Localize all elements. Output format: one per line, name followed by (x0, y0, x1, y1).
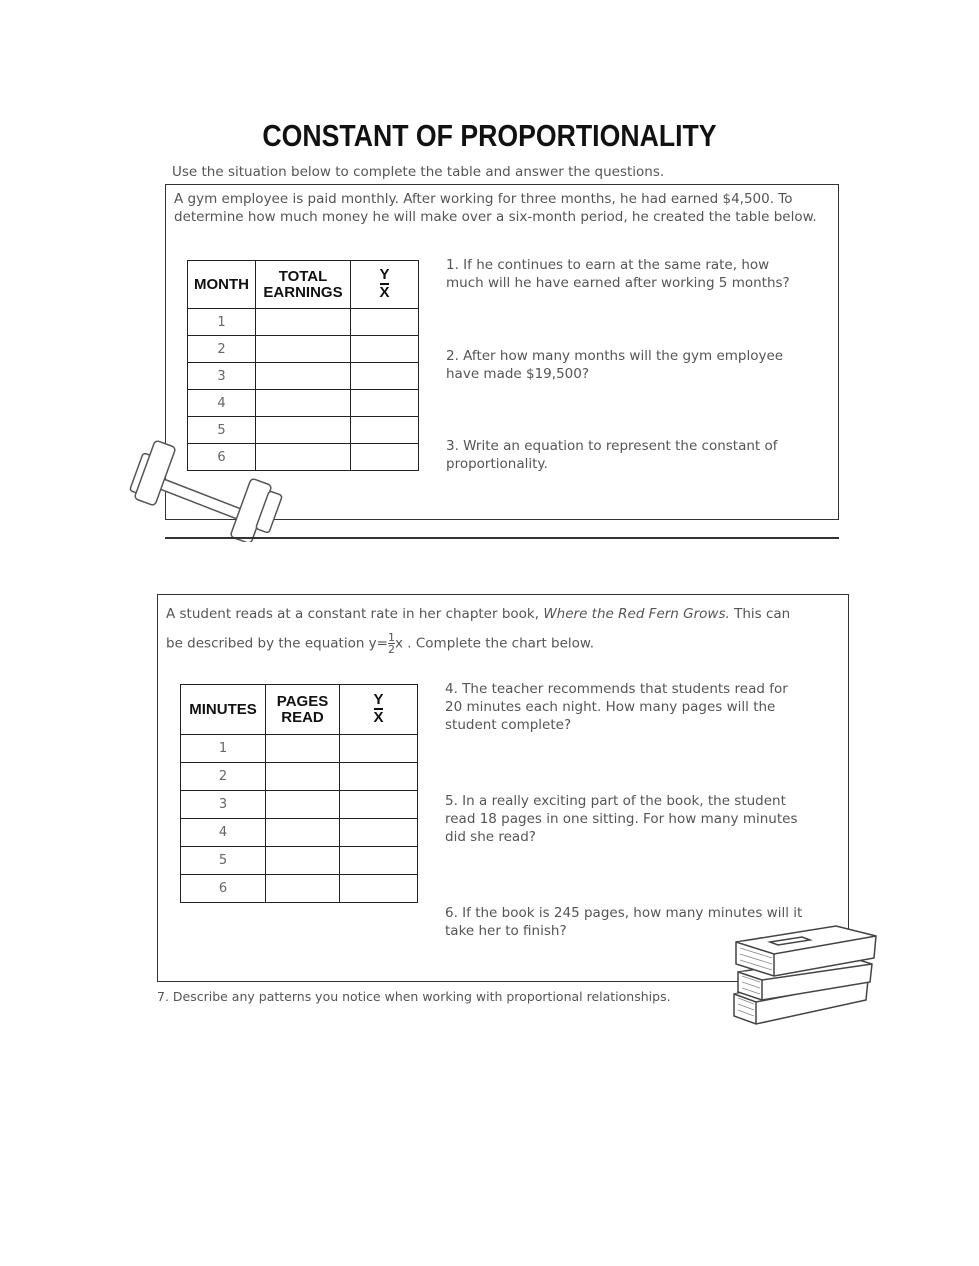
ratio-cell[interactable] (351, 336, 419, 363)
question-1: 1. If he continues to earn at the same rate, how much will he have earned after working 5 months? (446, 257, 790, 291)
answer-cell[interactable] (266, 875, 340, 903)
dumbbell-icon (126, 432, 286, 542)
ratio-cell[interactable] (340, 735, 418, 763)
table-row (181, 819, 418, 847)
table-row (181, 763, 418, 791)
answer-cell[interactable] (256, 363, 351, 390)
row-index-cell: 6 (188, 444, 256, 471)
answer-cell[interactable] (256, 336, 351, 363)
row-index-cell: 6 (181, 875, 266, 903)
row-index-cell: 5 (188, 417, 256, 444)
row-index-cell: 2 (181, 763, 266, 791)
pages-table (180, 684, 418, 903)
ratio-cell[interactable] (340, 875, 418, 903)
total-earnings-header: TOTAL EARNINGS (256, 261, 351, 309)
table-row (188, 390, 419, 417)
answer-cell[interactable] (266, 819, 340, 847)
month-header: MONTH (188, 261, 256, 309)
ratio-cell[interactable] (340, 847, 418, 875)
row-index-cell: 3 (188, 363, 256, 390)
instructions: Use the situation below to complete the table and answer the questions. (172, 164, 665, 180)
question-7: 7. Describe any patterns you notice when working with proportional relationships. (157, 989, 671, 1004)
ratio-cell[interactable] (351, 363, 419, 390)
table-row (181, 735, 418, 763)
question-4: 4. The teacher recommends that students read for 20 minutes each night. How many pages will the student complete? (445, 681, 788, 733)
table-row (181, 791, 418, 819)
ratio-cell[interactable] (351, 390, 419, 417)
ratio-cell[interactable] (340, 763, 418, 791)
equation-fraction: $\frac{1}{2}$ (388, 631, 395, 656)
table-row (188, 309, 419, 336)
page-title: CONSTANT OF PROPORTIONALITY (262, 118, 717, 153)
problem2-intro-line1: A student reads at a constant rate in her chapter book, Where the Red Fern Grows. This can (166, 606, 791, 622)
question-5: 5. In a really exciting part of the book, the student read 18 pages in one sitting. For how many minutes did she read? (445, 793, 798, 845)
pages-table-body (181, 735, 418, 903)
problem1-intro (174, 190, 817, 226)
row-index-cell: 1 (181, 735, 266, 763)
ratio-cell[interactable] (351, 417, 419, 444)
minutes-header: MINUTES (181, 685, 266, 735)
ratio-cell[interactable] (351, 309, 419, 336)
row-index-cell: 1 (188, 309, 256, 336)
question-6: 6. If the book is 245 pages, how many minutes will it take her to finish? (445, 905, 803, 939)
problem2-equation-line: be described by the equation $y=\frac{1}{2}x$ . Complete the chart below. (166, 631, 595, 656)
answer-cell[interactable] (266, 791, 340, 819)
y-over-x-header-2: $\frac{Y}{X}$ (340, 685, 418, 735)
answer-cell[interactable] (256, 390, 351, 417)
y-over-x-header: $\frac{Y}{X}$ (351, 261, 419, 309)
row-index-cell: 2 (188, 336, 256, 363)
row-index-cell: 4 (181, 819, 266, 847)
table-row (181, 847, 418, 875)
table-row (181, 875, 418, 903)
book-title: Where the Red Fern Grows. (543, 606, 730, 622)
question-2: 2. After how many months will the gym employee have made $19,500? (446, 348, 784, 382)
answer-cell[interactable] (256, 309, 351, 336)
row-index-cell: 5 (181, 847, 266, 875)
ratio-cell[interactable] (340, 791, 418, 819)
problem1-intro-line2: determine how much money he will make over a six-month period, he created the table below. (174, 209, 817, 225)
row-index-cell: 4 (188, 390, 256, 417)
pages-read-header: PAGES READ (266, 685, 340, 735)
divider-line (165, 537, 839, 539)
answer-cell[interactable] (266, 847, 340, 875)
ratio-cell[interactable] (340, 819, 418, 847)
problem1-intro-line1: A gym employee is paid monthly. After working for three months, he had earned $4,500. To (174, 191, 793, 207)
question-3: 3. Write an equation to represent the constant of proportionality. (446, 438, 778, 472)
answer-cell[interactable] (266, 735, 340, 763)
answer-cell[interactable] (266, 763, 340, 791)
table-row (188, 363, 419, 390)
row-index-cell: 3 (181, 791, 266, 819)
table-row (188, 336, 419, 363)
ratio-cell[interactable] (351, 444, 419, 471)
books-stack-icon (726, 920, 882, 1030)
